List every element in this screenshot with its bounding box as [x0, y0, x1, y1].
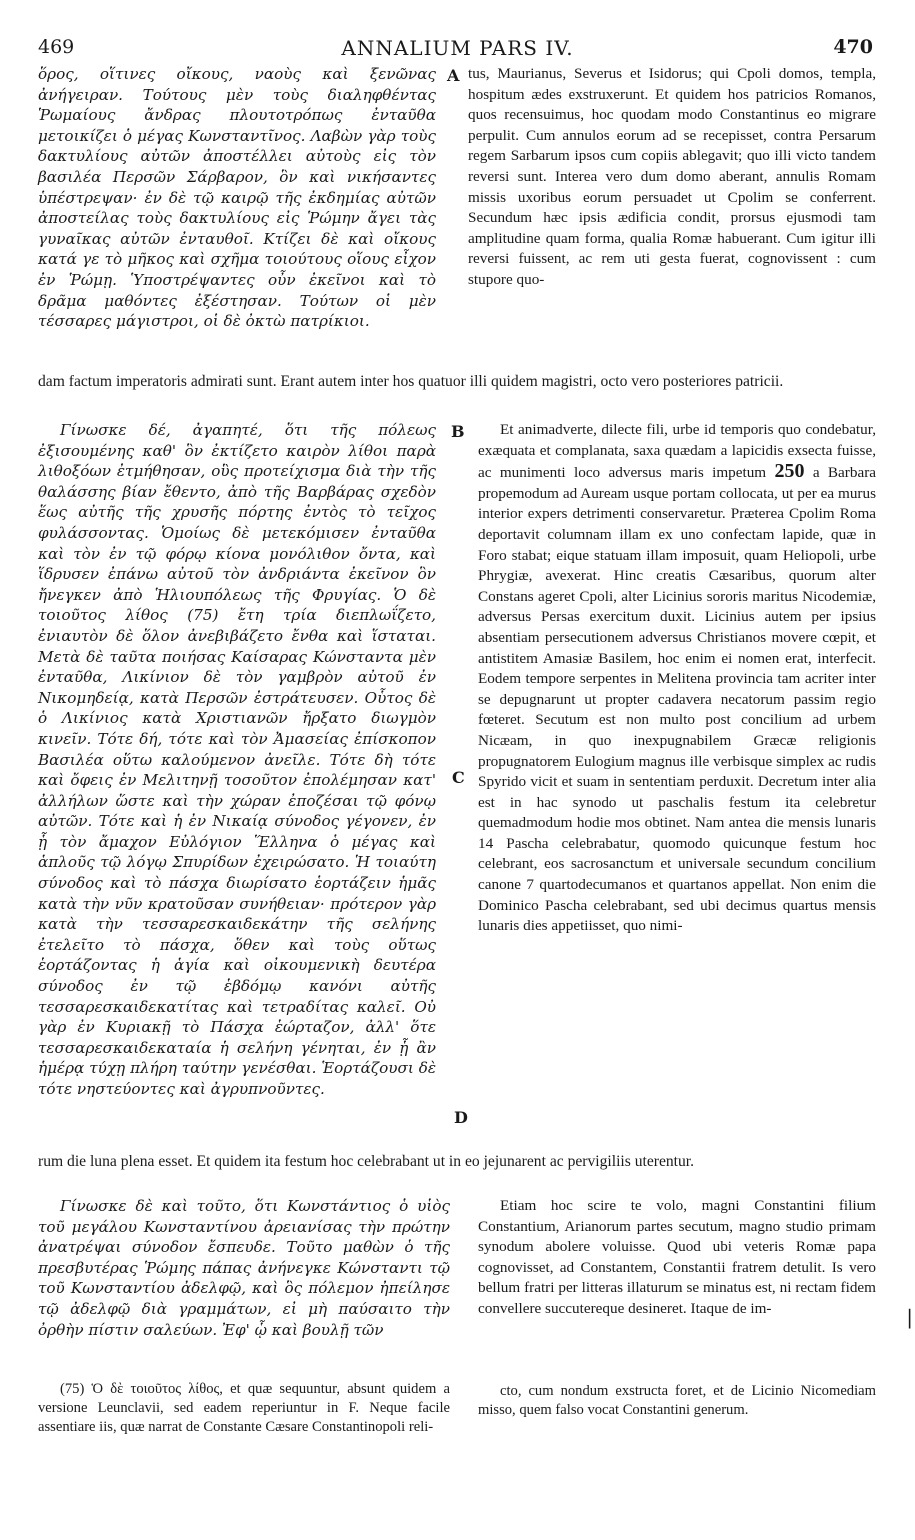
greek-paragraph-a: ὅρος, οἵτινες οἴκους, ναοὺς καὶ ξενῶνας ἀνήγειραν. Τούτους μὲν τοὺς διαληφθέντας Ῥωμαίους ἄνδρας πλουτοτρόπως ἐνταῦθα μετοικίζει ὁ μέγας Κωνσταντῖνος. Λαβὼν γὰρ τοὺς δακτυλίους αὐτῶν ἀποστέλλει αὐτοὺς εἰς τὸν βασιλέα Περσῶν Σάρβαρον, ὃν καὶ νικήσαντες ὑπέστρεψαν· ἐν δὲ τῷ καιρῷ τῆς ἐκδημίας αὐτῶν ἀποστείλας τοὺς δακτυλίους εἰς Ῥώμην ἄγει τὰς γυναῖκας αὐτῶν ἐνταυθοῖ. Κτίζει δὲ καὶ οἴκους κατά γε τὸ μῆκος καὶ σχῆμα τοιούτους οἵους εἶχον ἐν Ῥώμῃ. Ὑποστρέψαντες οὖν ἐκεῖνοι καὶ τὸ δρᾶμα μαθόντες ἐξέστησαν. Τούτων οἱ μὲν τέσσαρες μάγιστροι, οἱ δὲ ὀκτὼ πατρίκιοι.	[38, 65, 436, 331]
margin-marker-b: B	[451, 422, 465, 441]
latin-paragraph-e: Etiam hoc scire te volo, magni Constantini filium Constantium, Arianorum partes secutum, magno studio primam synodum abolere voluisse. Quod ubi veteris Romæ papa cognovisset, ad Constantem, Constantii fratrem detulit. Is vero bellum fratri per litteras illaturum se minatus est, ni rectam fidem convellere succutereque desineret. Itaque de im-	[478, 1197, 876, 1317]
right-page-number: 470	[833, 36, 873, 58]
latin-column-b	[478, 420, 876, 937]
footnote-right-text: cto, cum nondum exstructa foret, et de Licinio Nicomediam misso, quem falso vocat Constantini generum.	[478, 1383, 876, 1418]
greek-paragraph-b: Γίνωσκε δέ, ἀγαπητέ, ὅτι τῆς πόλεως ἐξισουμένης καθ' ὃν ἐκτίζετο καιρὸν λίθοι παρὰ λιθοξόων ἐτμήθησαν, οὓς προτείχισμα διὰ τὴν τῆς θαλάσσης βίαν ἔθεντο, ἀπὸ τῆς Βαρβάρας σχεδὸν ἕως αὐτῆς τῆς χρυσῆς πόρτης ἐντὸς τὸ τεῖχος φυλάσσοντας. Ὁμοίως δὲ μετεκόμισεν ἐνταῦθα καὶ τὸν ἐν τῷ φόρῳ κίονα μονόλιθον ὄντα, καὶ ἵδρυσεν ἐπάνω αὐτοῦ τὸν ἀνδριάντα ἐκεῖνον ὃν ἤνεγκεν ἀπὸ Ἡλιουπόλεως τῆς Φρυγίας. Ὁ δὲ τοιοῦτος λίθος (75) ἔτη τρία διεπλωΐζετο, ἐνιαυτὸν δὲ ὅλον ἀνεβιβάζετο ἔνθα καὶ ἵσταται. Μετὰ δὲ ταῦτα ποιήσας Καίσαρας Κώνσταντα μὲν ἐνταῦθα, Λικίνιον δὲ τὸν γαμβρὸν αὐτοῦ ἐν Νικομηδείᾳ, κατὰ Περσῶν ἐστράτευσεν. Οὗτος δὲ ὁ Λικίνιος κατὰ Χριστιανῶν ἤρξατο διωγμὸν κινεῖν. Τότε δή, τότε καὶ τὸν Ἀμασείας ἐπίσκοπον Βασιλέα οὕτω καλούμενον ἀνεῖλε. Τότε δὴ τότε καὶ ὄφεις ἐν Μελιτηνῇ τοσοῦτον ἐπολέμησαν κατ' ἀλλήλων ὥστε καὶ τὴν χώραν ἐποζέσαι τῷ φόνῳ αὐτῶν. Τότε καὶ ἡ ἐν Νικαίᾳ σύνοδος γέγονεν, ἐν ᾗ τὸν ἄμαχον Εὐλόγιον Ἕλληνα ὁ μέγας καὶ ἁπλοῦς τῷ λόγῳ Σπυρίδων ἐχειρώσατο. Ἡ τοιαύτη σύνοδος καὶ τὸ πάσχα διωρίσατο ἑορτάζειν ἡμᾶς κατὰ τὴν νῦν κρατοῦσαν συνήθειαν· πρότερον γὰρ κατὰ τὴν τεσσαρεσκαιδεκάτην τῆς σελήνης ἐτελεῖτο τὸ πάσχα, ὅθεν καὶ τοὺς οὕτως ἑορτάζοντας ἡ ἁγία καὶ οἰκουμενικὴ δευτέρα σύνοδος ἐν τῷ ἑβδόμῳ κανόνι αὐτῆς τεσσαρεσκαιδεκατίτας καὶ τετραδίτας καλεῖ. Οὐ γὰρ ἐν Κυριακῇ τὸ Πάσχα ἑώρταζον, ἀλλ' ὅτε τεσσαρεσκαιδεκαταία ἡ σελήνη γένηται, ἐν ᾗ ἂν ἡμέρᾳ τύχῃ πλήρη ταύτην γενέσθαι. Ἑορτάζουσι δὲ τότε νηστεύοντες καὶ ἀγρυπνοῦντες.	[38, 421, 436, 1098]
footnote-right	[478, 1382, 876, 1420]
greek-paragraph-e: Γίνωσκε δὲ καὶ τοῦτο, ὅτι Κωνστάντιος ὁ υἱὸς τοῦ μεγάλου Κωνσταντίνου ἀρειανίσας τὴν πρώτην ἀνατρέψαι σύνοδον ἔσπευδε. Τοῦτο μαθὼν ὁ τῆς πρεσβυτέρας Ῥώμης πάπας ἀνήνεγκε Κώνσταντι τῷ τοῦ Κωνσταντίου ἀδελφῷ, καὶ ὃς πόλεμον ἠπείλησε τῷ ἀδελφῷ διὰ γραμμάτων, εἰ μὴ παύσαιτο τὴν ὀρθὴν πίστιν σαλεύων. Ἐφ' ᾧ καὶ βουλῇ τῶν	[38, 1197, 450, 1339]
greek-column-e	[38, 1196, 450, 1340]
margin-marker-c: C	[452, 768, 465, 787]
margin-marker-a: A	[447, 66, 460, 85]
greek-column-a	[38, 64, 436, 332]
left-page-number: 469	[38, 36, 75, 58]
latin-text-b-before: Et animadverte, dilecte fili, urbe id temporis quo condebatur, exæquata et complanata, saxa quædam a lapicidis exsecta fuisse, ac munimenti loco adversus maris impetum	[478, 421, 876, 482]
full-width-line-2	[38, 1152, 876, 1173]
latin-paragraph-b	[478, 420, 876, 937]
latin-paragraph-a: tus, Maurianus, Severus et Isidorus; qui Cpoli domos, templa, hospitum ædes exstruxerunt. Et quidem hos patricios Romanos, quos recensuimus, hoc quodam modo Constantinus eo migrare perpulit. Cum annulos eorum ad se recepisset, contra Persarum regem Sarbarum ipsos cum copiis ablegavit; quo illi victo tandem reversi sunt. Interea vero dum domo aberant, annulis Romam missis uxoribus eorum persuadet ut Cpolim se conferrent. Secundum hæc ipsis ædificia condit, prorsus ejusmodi tam amplitudine quam forma, qualia Romæ habuerant. Cum igitur illi reversi fuissent, ac rem uti gesta fuerat, cognovissent : cum stupore quo-	[468, 65, 876, 288]
full-width-text-2: rum die luna plena esset. Et quidem ita festum hoc celebrabant ut in eo jejunarent ac pervigiliis uterentur.	[38, 1153, 695, 1170]
greek-column-b	[38, 420, 436, 1100]
latin-text-b-after: a Barbara propemodum ad Auream usque portam collocata, ut per ea murus interior expers detrimenti conservaretur. Præterea Cpolim Roma deportavit columnam illam ex uno confectam lapide, quæ in Foro stabat; eique statuam illam imposuit, quam Heliopoli, urbe Phrygiæ, avexerat. Hinc creatis Cæsaribus, quorum alter Constans ageret Cpoli, alter Licinius sororis maritus Nicodemiæ, adversus Persas exercitum duxit. Licinius autem per ipsius absentiam persecutionem adversus Christianos movere cœpit, et antistitem Amasiæ Basilem, hoc enim ei nomen erat, interfecit. Eodem tempore serpentes in Melitena provincia tam acriter inter se depugnarunt ut propter cadavera necatorum passim regio fœteret. Secutum est non multo post concilium ad urbem Nicæam, in quo inexpugnabilem Græcæ religionis propugnatorem Eulogium magnus ille verbisque simplex ac rudis Spyrido vicit et suam in sententiam perduxit. Decretum inter alia est in hac synodo ut paschalis festum ita celebretur quemadmodum hodie mos obtinet. Nam antea die mensis lunaris 14 Pascha celebrabatur, quomodo quicunque festum hoc celebrant, eos sacrosanctum et universale secundum concilium canone 7 quartodecumanos et quartanos appellat. Non enim die Dominico Pascha celebrabant, sed ubi decimus quartus mensis lunaris dies appetiisset, quo nimi-	[478, 464, 876, 935]
latin-column-a	[468, 64, 876, 291]
footnote-left-text: (75) Ὁ δὲ τοιοῦτος λίθος, et quæ sequuntur, absunt quidem a versione Leunclavii, sed eadem reperiuntur in F. Neque facile assentiare iis, quæ narrat de Constante Cæsare Constantinopoli reli-	[38, 1381, 450, 1435]
footnote-left	[38, 1380, 450, 1437]
running-header	[0, 36, 915, 58]
full-width-text-1: dam factum imperatoris admirati sunt. Erant autem inter hos quatuor illi quidem magistri, octo vero posteriores patricii.	[38, 373, 784, 390]
bracket-page-number: 250	[774, 460, 805, 483]
margin-edge-mark: |	[906, 1305, 913, 1329]
full-width-line-1	[38, 372, 876, 393]
margin-marker-d: D	[454, 1108, 468, 1127]
latin-column-e	[478, 1196, 876, 1320]
running-title: ANNALIUM PARS IV.	[341, 36, 574, 60]
